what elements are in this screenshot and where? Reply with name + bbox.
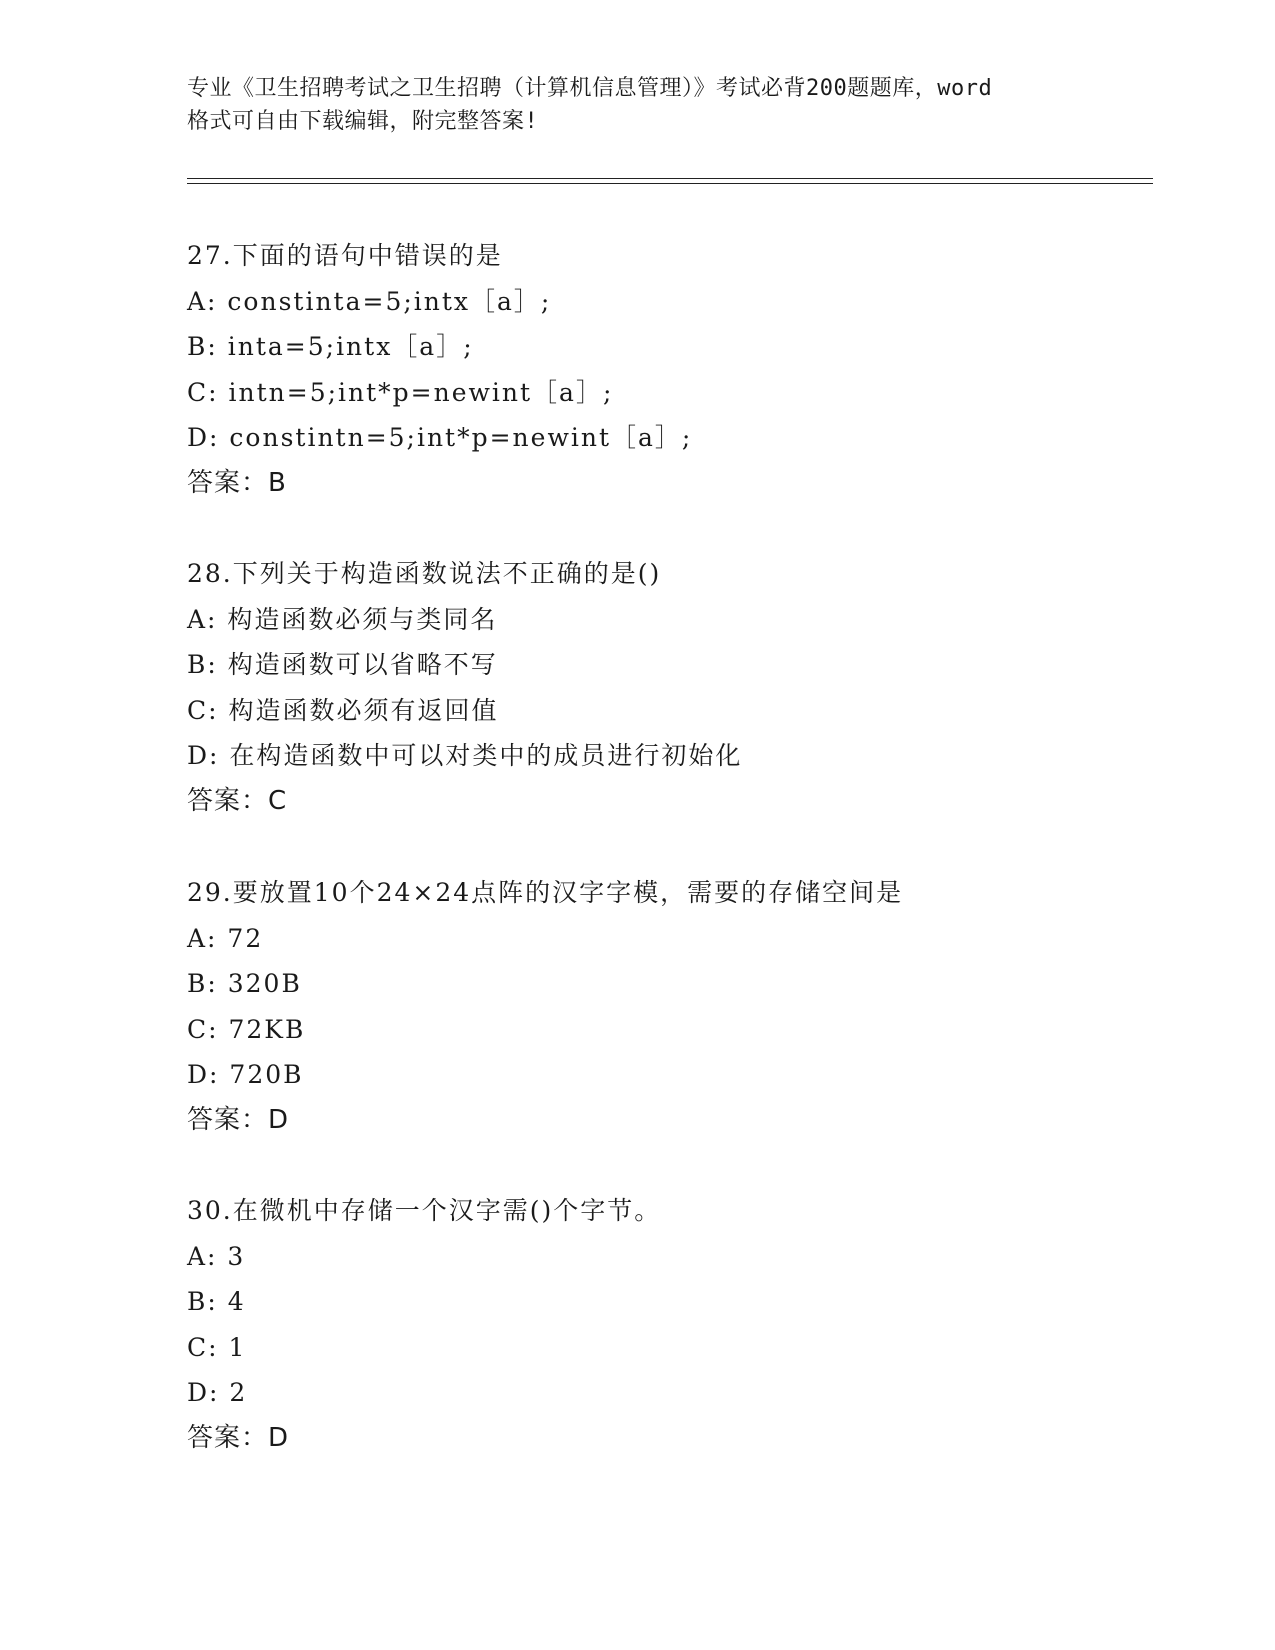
header-divider-top xyxy=(187,178,1153,179)
option-b: B: 4 xyxy=(187,1287,246,1316)
question-block xyxy=(187,1188,1147,1461)
option-c: C: 构造函数必须有返回值 xyxy=(187,695,499,725)
answer-line: 答案：D xyxy=(187,1104,290,1135)
question-block xyxy=(187,870,1147,1143)
header-line-1: 专业《卫生招聘考试之卫生招聘（计算机信息管理）》考试必背200题题库，word xyxy=(187,76,993,101)
option-d: D: 在构造函数中可以对类中的成员进行初始化 xyxy=(187,741,743,770)
question-stem: 28.下列关于构造函数说法不正确的是() xyxy=(187,559,662,588)
document-header xyxy=(187,72,1087,138)
option-b: B: inta=5;intx［a］; xyxy=(187,332,474,361)
question-block xyxy=(187,551,1147,824)
option-a: A: constinta=5;intx［a］; xyxy=(187,286,552,316)
option-c: C: 1 xyxy=(187,1332,247,1362)
option-c: C: 72KB xyxy=(187,1014,306,1044)
option-d: D: constintn=5;int*p=newint［a］; xyxy=(187,423,693,452)
question-block xyxy=(187,233,1147,506)
question-stem: 30.在微机中存储一个汉字需()个字节。 xyxy=(187,1196,662,1225)
option-d: D: 720B xyxy=(187,1060,304,1089)
question-stem: 27.下面的语句中错误的是 xyxy=(187,241,503,270)
option-b: B: 320B xyxy=(187,969,302,998)
option-a: A: 72 xyxy=(187,923,264,953)
option-d: D: 2 xyxy=(187,1378,248,1407)
answer-line: 答案：D xyxy=(187,1422,290,1453)
option-a: A: 3 xyxy=(187,1241,246,1271)
option-a: A: 构造函数必须与类同名 xyxy=(187,604,498,634)
option-c: C: intn=5;int*p=newint［a］; xyxy=(187,377,614,407)
answer-line: 答案：C xyxy=(187,785,288,816)
question-stem: 29.要放置10个24×24点阵的汉字字模，需要的存储空间是 xyxy=(187,878,904,907)
option-b: B: 构造函数可以省略不写 xyxy=(187,650,498,679)
header-line-2: 格式可自由下载编辑，附完整答案! xyxy=(187,109,539,134)
header-divider-bottom xyxy=(187,183,1153,184)
answer-line: 答案：B xyxy=(187,467,287,498)
